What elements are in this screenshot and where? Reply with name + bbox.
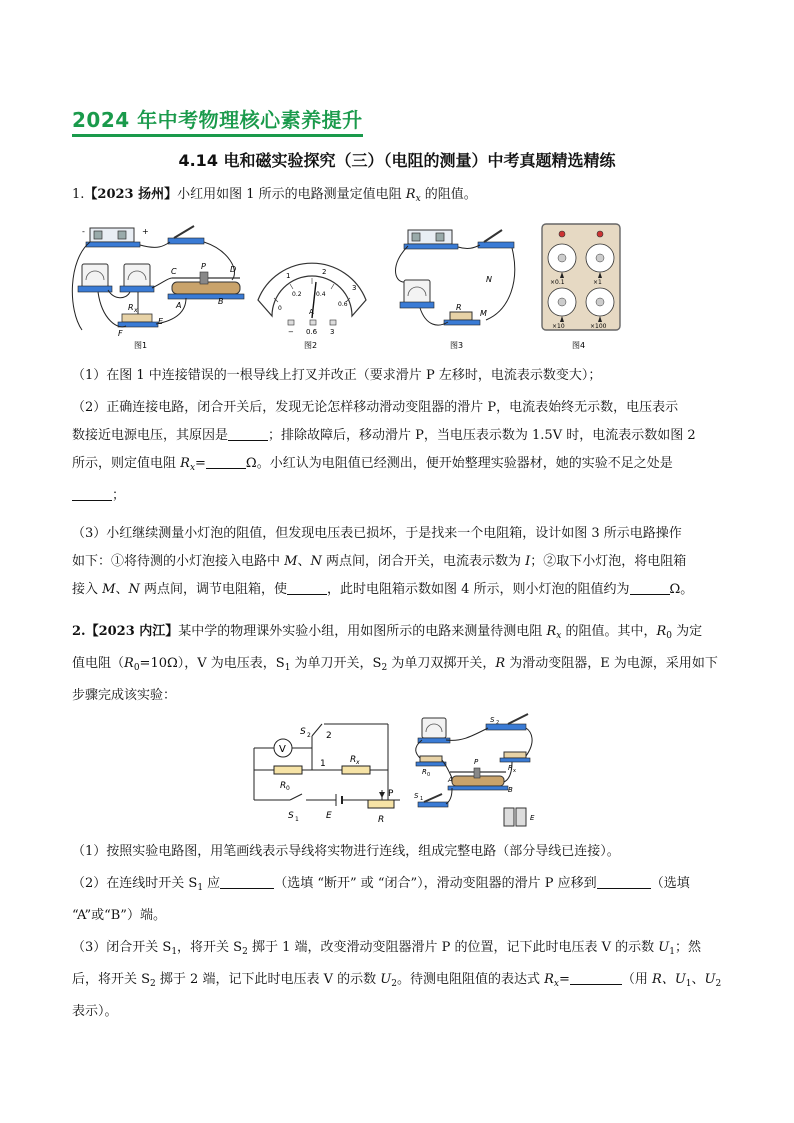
q2-intro: 2.【2023 内江】某中学的物理课外实验小组，用如图所示的电路来测量待测电阻 $R_x$ 的阻值。其中，$R_0$ 为定 值电阻$(R_0=10\Omega)$，V 为电压表，$S_1$ 为单刀开关，$S_2$ 为单刀双掷开关，R 为滑动变阻器，E 为电源，采用如下 步骤完成该实验：	[72, 624, 718, 703]
fig3-label-m: M	[480, 309, 487, 318]
q2-r0-sub: 0	[286, 785, 290, 792]
q2-s1-label: S	[288, 811, 294, 821]
q2-photo-rx: R	[508, 764, 513, 772]
figure-2-ammeter	[252, 256, 372, 350]
fig2-top-2: 2	[322, 268, 327, 276]
fig1-label-p: P	[201, 262, 206, 271]
q2-apparatus-drawing	[412, 712, 552, 834]
figure-3-circuit	[390, 220, 520, 350]
q1-part-3: （3）小红继续测量小灯泡的阻值，但发现电压表已损坏，于是找来一个电阻箱，设计如图 3 所示电路操作 如下：①将待测的小灯泡接入电路中 M、N 两点间，闭合开关，电流表示数为 I；②取下小灯泡，将电阻箱 接入 M、N 两点间，调节电阻箱，使 ，此时电阻箱示数如图 4 所示，则小灯泡的阻值约为 Ω。	[72, 526, 694, 597]
answer-blank-condition[interactable]	[287, 580, 327, 595]
answer-blank-deficiency[interactable]	[72, 486, 112, 501]
fig2-caption: 图2	[304, 341, 318, 350]
q2-source: 【2023 内江】	[85, 624, 179, 639]
fig3-label-n: N	[486, 275, 492, 284]
q2-circuit-schematic	[250, 718, 410, 828]
fig1-label-b: B	[218, 297, 224, 306]
q1-part-1: （1）在图 1 中连接错误的一根导线上打叉并改正（要求滑片 P 左移时，电流表示数变大）；	[72, 368, 602, 383]
q2-step-2: （2）在连线时开关 $S_1$ 应 （选填 “断开” 或 “闭合”），滑动变阻器的滑片 P 应移到 （选填 “A”或“B”）端。	[72, 876, 690, 923]
q2-photo-s1-sub: 1	[420, 796, 424, 802]
q2-photo-s2-sub: 2	[496, 720, 500, 726]
q2-photo-r0-sub: 0	[427, 772, 431, 778]
fig1-label-f: F	[118, 329, 123, 338]
fig4-dial-100: ×100	[590, 323, 607, 330]
q2-number: 2.	[72, 624, 86, 639]
banner-title: 2024 年中考物理核心素养提升	[72, 104, 363, 137]
q2-photo-e: E	[530, 814, 535, 822]
answer-blank-slider-end[interactable]	[597, 874, 651, 889]
q2-step-3: （3）闭合开关 $S_1$，将开关 $S_2$ 掷于 1 端，改变滑动变阻器滑片 P 的位置，记下此时电压表 V 的示数 $U_1$；然 后，将开关 $S_2$ 掷于 2 端，记下此时电压表 V 的示数 $U_2$。待测电阻阻值的表达式 $R_x=$ （用 R、$U_1$、$U_2$ 表示）。	[72, 940, 722, 1019]
q2-p-label: P	[388, 789, 394, 799]
q1-number: 1.	[72, 187, 85, 202]
q2-photo-p: P	[474, 758, 479, 766]
fig3-label-r: R	[456, 303, 462, 312]
fig1-label-a: A	[176, 301, 182, 310]
fig2-terminal-3: 3	[330, 328, 335, 336]
q2-step-1: （1）按照实验电路图，用笔画线表示导线将实物进行连线，组成完整电路（部分导线已连接）。	[72, 844, 620, 859]
fig4-dial-10: ×10	[552, 323, 565, 330]
q2-rx-label: R	[350, 755, 357, 765]
fig1-label-d: D	[230, 265, 237, 274]
fig2-terminal-neg: −	[288, 328, 294, 336]
q2-r-label: R	[378, 815, 385, 825]
q1-source: 【2023 扬州】	[84, 187, 178, 202]
fig2-bottom-04: 0.4	[316, 291, 326, 298]
fig1-minus: -	[82, 227, 85, 236]
answer-blank-rx[interactable]	[206, 454, 246, 469]
fig1-caption: 图1	[134, 341, 148, 350]
answer-blank-rx-expression[interactable]	[570, 970, 622, 985]
q1-intro: 1.【2023 扬州】小红用如图 1 所示的电路测量定值电阻 $R_x$ 的阻值。	[72, 187, 477, 204]
q2-photo-a: A	[448, 776, 453, 784]
figure-4-resistance-box	[540, 222, 622, 350]
fig3-caption: 图3	[450, 341, 464, 350]
q2-voltmeter-v: V	[279, 744, 286, 755]
q2-s1-sub: 1	[295, 816, 299, 823]
q2-r0-label: R	[280, 781, 287, 791]
q2-photo-r0: R	[422, 768, 427, 776]
fig2-terminal-06: 0.6	[306, 328, 318, 336]
q2-rx-sub: x	[356, 759, 360, 766]
fig1-label-r: R	[128, 303, 134, 312]
fig2-bottom-06: 0.6	[338, 301, 348, 308]
page-title: 4.14 电和磁实验探究（三）（电阻的测量）中考真题精选精练	[178, 151, 616, 170]
answer-blank-bulb-resistance[interactable]	[630, 580, 670, 595]
fig1-label-e: E	[158, 317, 164, 326]
fig1-label-c: C	[171, 267, 177, 276]
q2-photo-b: B	[508, 786, 513, 794]
q2-contact-1: 1	[320, 759, 326, 769]
fig2-top-1: 1	[286, 272, 291, 280]
fig2-top-3: 3	[352, 284, 357, 292]
q2-contact-2: 2	[326, 731, 332, 741]
fig4-dial-01: ×0.1	[550, 279, 565, 286]
q2-photo-s1: S	[414, 792, 419, 800]
q2-s2-sub: 2	[307, 732, 311, 739]
fig4-dial-1: ×1	[593, 279, 602, 286]
figure-1-circuit	[68, 220, 248, 350]
answer-blank-switch-state[interactable]	[220, 874, 274, 889]
q2-photo-s2: S	[490, 716, 495, 724]
q2-photo-rx-sub: x	[513, 768, 516, 774]
fig1-plus: +	[142, 227, 149, 236]
fig2-unit: A	[309, 308, 314, 316]
fig1-label-x: x	[134, 307, 138, 314]
fig4-caption: 图4	[572, 341, 586, 350]
q1-part-2: （2）正确连接电路，闭合开关后，发现无论怎样移动滑动变阻器的滑片 P，电流表始终无示数，电压表示 数接近电源电压，其原因是 ；排除故障后，移动滑片 P，当电压表示数为 1.5V 时，电流表示数如图 2 所示，则定值电阻 $R_x= \Omega$。小红认为电阻值已经测出，便开始整理实验器材，她的实验不足之处是 ；	[72, 400, 696, 503]
fig2-bottom-0: 0	[278, 305, 282, 312]
q2-s2-label: S	[300, 727, 306, 737]
q2-e-label: E	[326, 811, 332, 821]
fig2-bottom-02: 0.2	[292, 291, 302, 298]
answer-blank-fault[interactable]	[228, 426, 268, 441]
